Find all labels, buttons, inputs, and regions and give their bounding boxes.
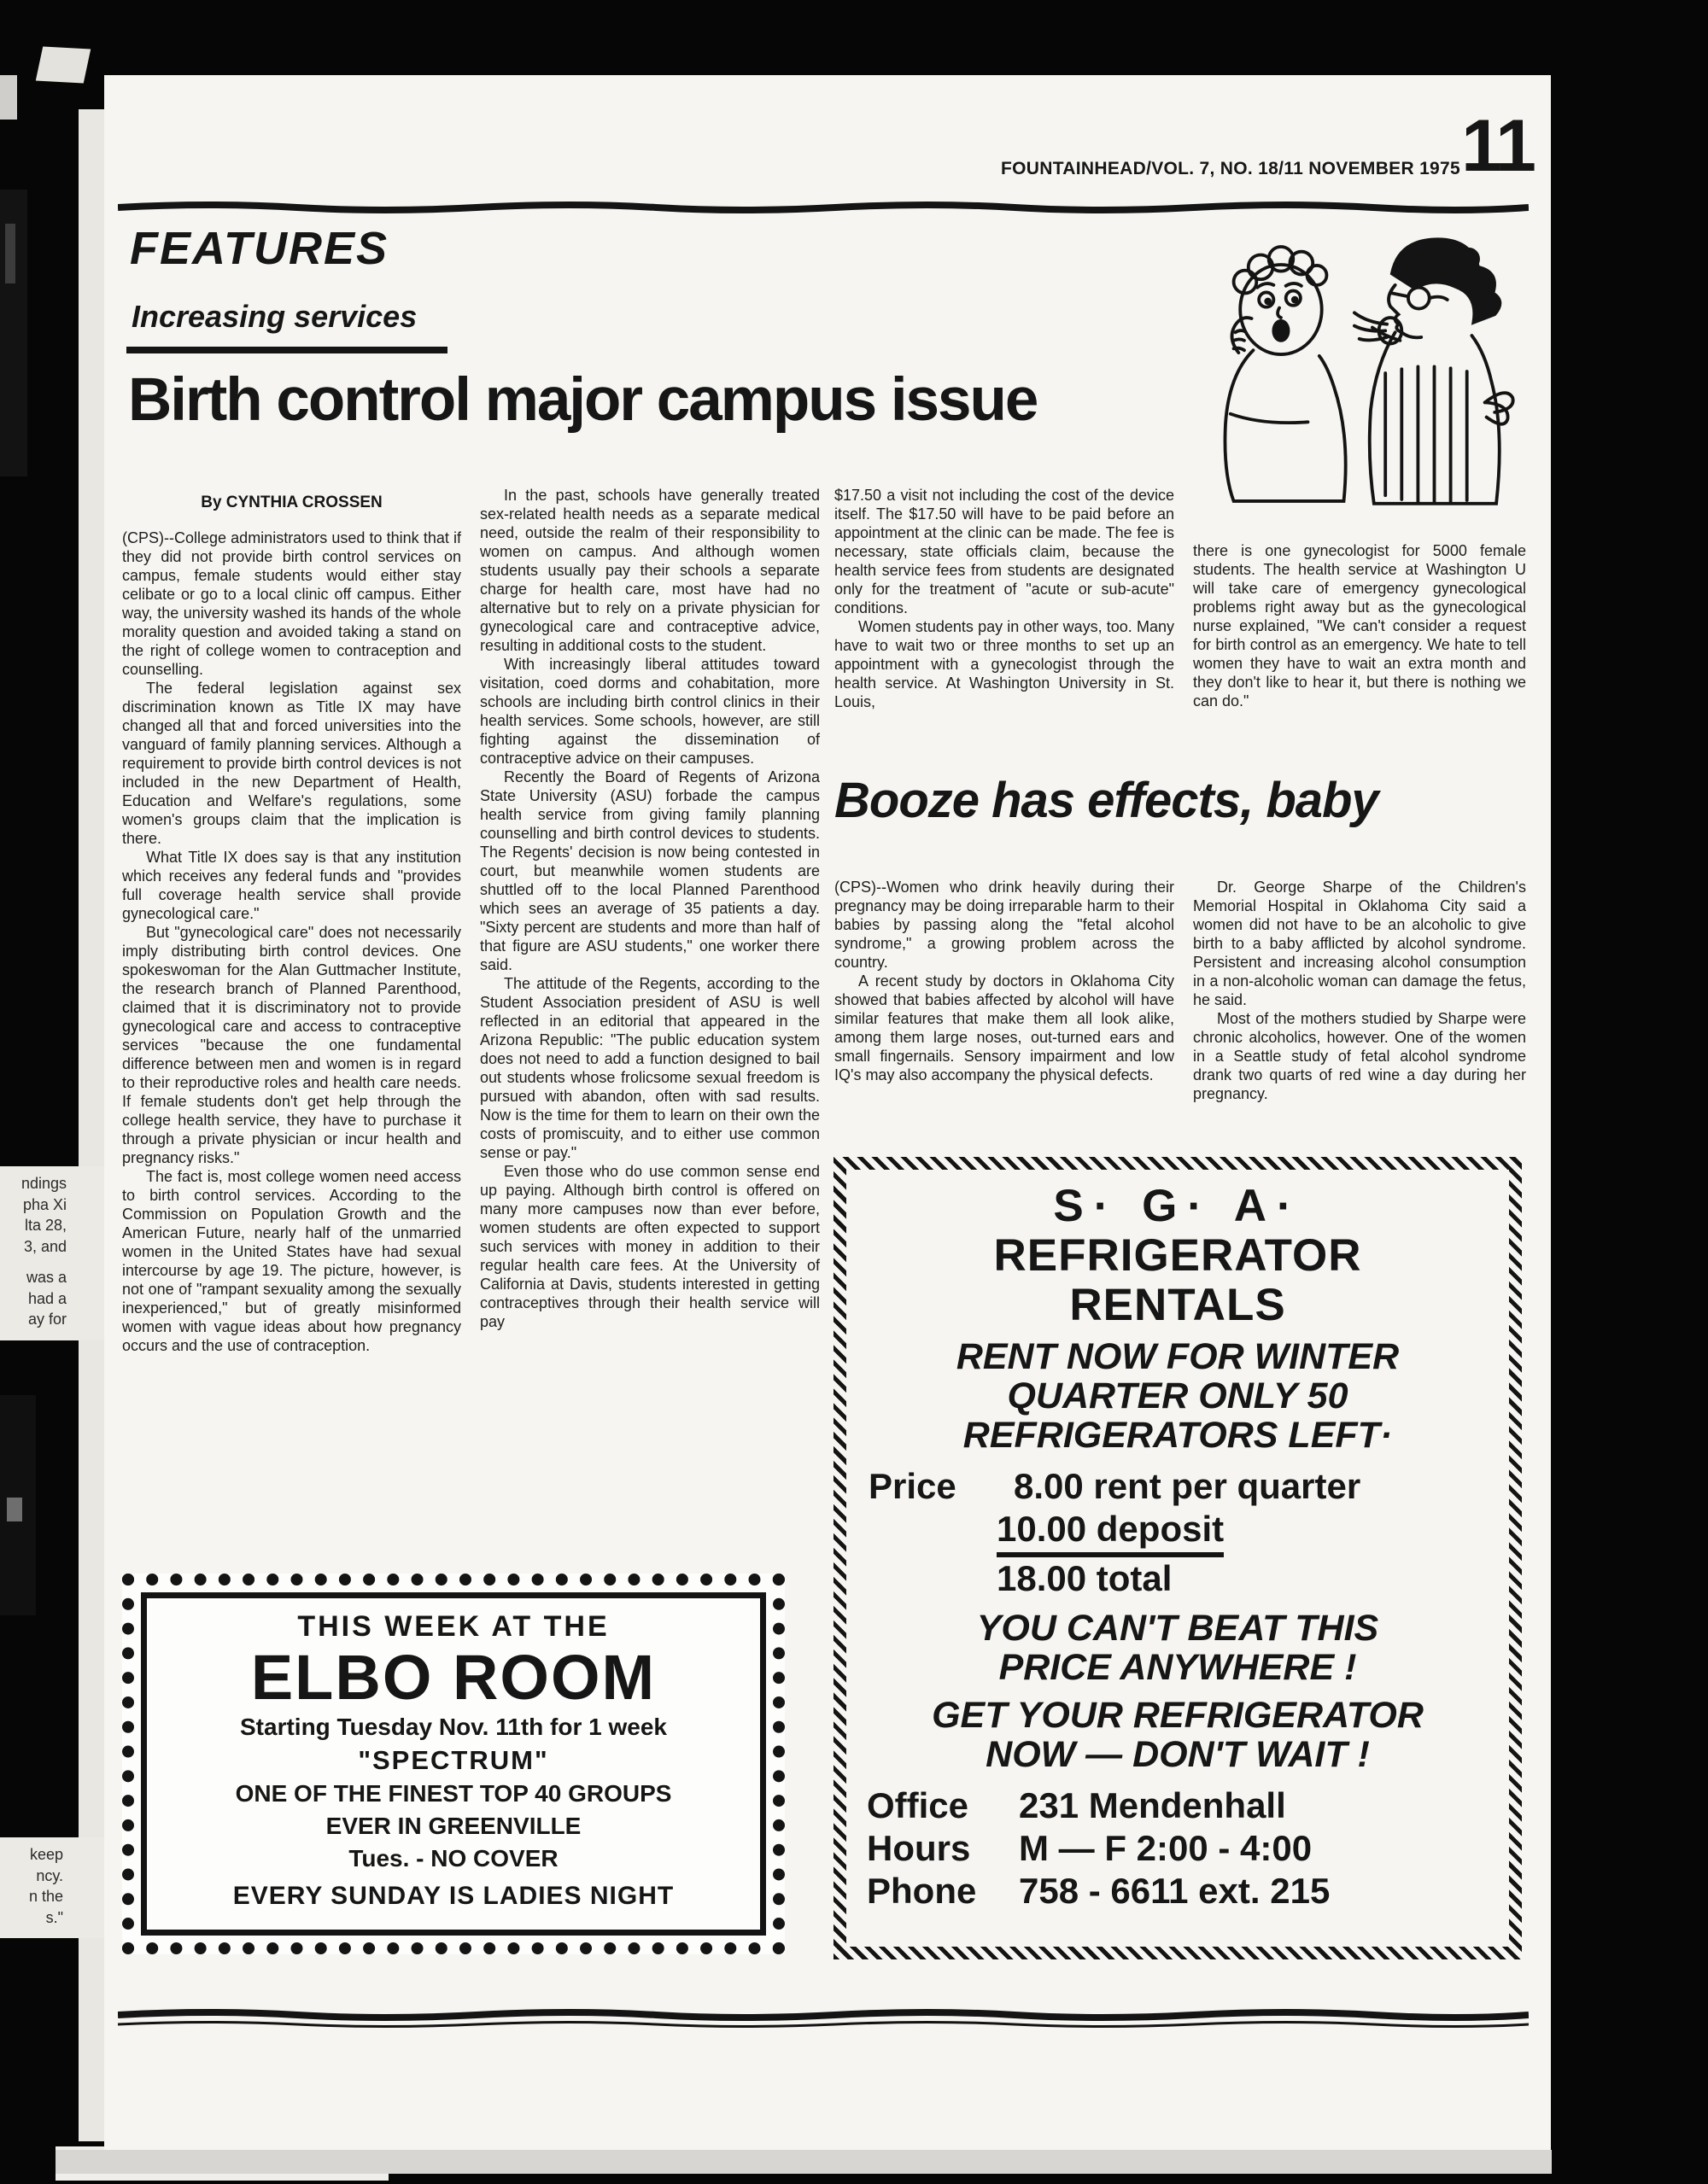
page-edge: [79, 109, 104, 2141]
article-headline: Birth control major campus issue: [128, 366, 1038, 434]
elbo-ad-content: [141, 1592, 766, 1936]
price-value: 8.00 rent per quarter: [1014, 1466, 1361, 1506]
booze-column-1: [834, 878, 1174, 1084]
phone-label: Phone: [867, 1871, 977, 1911]
ad-slogan-line: GET YOUR REFRIGERATOR: [932, 1695, 1424, 1736]
ad-contact-info: [863, 1784, 1492, 1912]
office-value: 231 Mendenhall: [1019, 1785, 1286, 1825]
article-column-2: [480, 486, 820, 1331]
ad-line: "SPECTRUM": [358, 1745, 549, 1775]
article-paragraph: With increasingly liberal attitudes toward visitation, coed dorms and cohabitation, more schools are including birth control clinics in their health services. Some schools, however, are still fighting against the dissemination of contraceptive advice on their campuses.: [480, 656, 820, 767]
kicker-underline: [126, 347, 447, 353]
gossip-cartoon-illustration: [1173, 210, 1532, 536]
article-paragraph: Dr. George Sharpe of the Children's Memorial Hospital in Oklahoma City said a women did not have to be an alcoholic to give birth to a baby afflicted by alcohol syndrome. Persistent and increasing alcohol consumption in a non-alcoholic woman can damage the fetus, he said.: [1193, 879, 1526, 1008]
fragment-line: was a: [26, 1269, 67, 1286]
article-paragraph: In the past, schools have generally treated sex-related health needs as a separate medical need, outside the realm of their responsibility to women on campus. And although women students usually pay their schools a separate charge for health care, most have had no alternative but to rely on a private physician for gynecological care and contraceptive advice, resulting in additional costs to the student.: [480, 487, 820, 654]
fragment-line: had a: [27, 1289, 67, 1307]
ad-pricing: [863, 1465, 1492, 1600]
ad-line: EVERY SUNDAY IS LADIES NIGHT: [232, 1882, 675, 1910]
article-column-4: [1193, 541, 1526, 710]
ad-slogan-line: YOU CAN'T BEAT THIS: [976, 1608, 1379, 1649]
adjacent-page-text-fragment: [0, 1166, 104, 1340]
ad-line: ONE OF THE FINEST TOP 40 GROUPS: [235, 1780, 672, 1807]
total-line: 18.00 total: [997, 1558, 1173, 1598]
fragment-line: n the: [28, 1888, 63, 1905]
adjacent-page-photo-fragment: [0, 1395, 36, 1615]
fragment-line: lta 28,: [24, 1217, 67, 1234]
article-paragraph: Women students pay in other ways, too. Many have to wait two or three months to set up an appointment with a gynecologist through the health service. At Washington University in St. Louis,: [834, 618, 1174, 710]
article-paragraph: Even those who do use common sense end up paying. Although birth control is offered on many more campuses now than ever before, women students are often expected to support such services with money in addition to their regular health care fees. At the University of California at Davis, students interested in getting contraceptives through their health service will pay: [480, 1163, 820, 1330]
sga-ad-content: [846, 1170, 1509, 1947]
adjacent-page-text-fragment: [0, 1837, 104, 1938]
article-paragraph: The federal legislation against sex discrimination known as Title IX may have changed all that and forced universities into the vanguard of family planning services. Although a requirement to provide birth control devices is not included in the new Department of Health, Education and Welfare's regulations, some women's groups claim that the implication is there.: [122, 680, 461, 847]
bottom-rule: [118, 2008, 1529, 2030]
elbo-room-ad: [122, 1574, 785, 1954]
ad-line: EVER IN GREENVILLE: [325, 1813, 582, 1839]
article-paragraph: there is one gynecologist for 5000 female students. The health service at Washington U will take care of emergency gynecological problems right away but as the gynecological nurse explained, "We can't consider a request for birth control as an emergency. We hate to tell women they have to wait an extra month and they don't like to hear it, but there is nothing we can do.": [1193, 542, 1526, 710]
fragment-line: ndings: [20, 1175, 67, 1192]
article-paragraph: A recent study by doctors in Oklahoma City showed that babies affected by alcohol will have similar features that make them all look alike, among them large noses, out-turned ears and small fingernails. Sensory impairment and low IQ's may also accompany the physical defects.: [834, 972, 1174, 1083]
ad-promo-line: RENT NOW FOR WINTER: [956, 1336, 1400, 1377]
paper-edge-fragment: [0, 75, 17, 120]
ad-line: THIS WEEK AT THE: [297, 1610, 610, 1643]
ad-slogan: [863, 1609, 1492, 1687]
ad-slogan-line: NOW — DON'T WAIT !: [986, 1734, 1370, 1775]
article-column-1: [122, 528, 461, 1355]
masthead: FOUNTAINHEAD/VOL. 7, NO. 18/11 NOVEMBER 1975: [1001, 159, 1460, 178]
article-paragraph: Recently the Board of Regents of Arizona State University (ASU) forbade the campus health service from giving family planning counselling and birth control devices to students. The Regents' decision is now being contested in court, but meanwhile women students are shuttled off to the local Planned Parenthood which sees an average of 35 patients a day. "Sixty percent are students and more than half of that figure are ASU students," one worker there said.: [480, 768, 820, 973]
article-paragraph: (CPS)--Women who drink heavily during their pregnancy may be doing irreparable harm to their babies by passing along the "fetal alcohol syndrome," a growing problem across the country.: [834, 879, 1174, 971]
office-label: Office: [867, 1785, 969, 1825]
article-paragraph: But "gynecological care" does not necessarily imply distributing birth control devices. One spokeswoman for the Alan Guttmacher Institute, the research branch of Planned Parenthood, claimed that it is discriminatory not to provide gynecological care and access to contraceptive services "because the one fundamental difference between men and women is in regard to their reproductive roles and health care needs. If female students don't get help through the college health service, they have to purchase it through a private physician or incur health and pregnancy risks.": [122, 924, 461, 1166]
byline: By CYNTHIA CROSSEN: [201, 493, 383, 511]
section-title: FEATURES: [130, 223, 389, 274]
ad-promo-line: REFRIGERATORS LEFT·: [962, 1415, 1393, 1456]
ad-title: S· G· A·: [1053, 1181, 1302, 1231]
adjacent-page-photo-fragment: [0, 190, 27, 476]
deposit-line: 10.00 deposit: [997, 1508, 1224, 1557]
sga-refrigerator-ad: [834, 1157, 1522, 1959]
article-paragraph: (CPS)--College administrators used to think that if they did not provide birth control services on campus, female students would either stay celibate or go to a local clinic off campus. Either way, the university washed its hands of the whole morality question and avoided taking a stand on the right of college women to contraception and counselling.: [122, 529, 461, 678]
ad-line: Tues. - NO COVER: [348, 1845, 559, 1872]
fragment-line: 3, and: [23, 1237, 67, 1255]
article-paragraph: The attitude of the Regents, according to the Student Association president of ASU is well reflected in an editorial that appeared in the Arizona Republic: "The public education system does not need to add a function designed to bail out students whose frolicsome sexual freedom is pursued with abandon, often with sad results. Now is the time for them to learn on their own the costs of promiscuity, and to either use common sense or pay.": [480, 975, 820, 1161]
paper-corner-fragment: [36, 47, 91, 84]
ad-promo: [863, 1337, 1492, 1455]
article-paragraph: Most of the mothers studied by Sharpe were chronic alcoholics, however. One of the women in a Seattle study of fetal alcohol syndrome drank two quarts of red wine a day during her pregnancy.: [1193, 1010, 1526, 1102]
ad-title: ELBO ROOM: [250, 1642, 657, 1713]
article-paragraph: What Title IX does say is that any institution which receives any federal funds and "provides full coverage health service shall provide gynecological care.": [122, 849, 461, 922]
kicker: Increasing services: [132, 299, 418, 334]
page-number: 11: [1461, 105, 1534, 187]
fragment-line: s.": [45, 1908, 63, 1926]
ad-title: REFRIGERATOR: [993, 1230, 1362, 1281]
fragment-line: ay for: [27, 1311, 67, 1328]
fragment-line: keep: [29, 1846, 63, 1863]
article-headline: Booze has effects, baby: [834, 773, 1378, 828]
booze-column-2: [1193, 878, 1526, 1103]
newspaper-page: [104, 75, 1551, 2150]
ad-slogan: [863, 1696, 1492, 1774]
ad-title: RENTALS: [1069, 1280, 1286, 1330]
article-column-3: [834, 486, 1174, 711]
hours-label: Hours: [867, 1828, 971, 1868]
article-paragraph: The fact is, most college women need access to birth control services. According to the Commission on Population Growth and the American Future, nearly half of the unmarried women in the United States have had sexual intercourse by age 19. The picture, however, is not one of "rampant sexuality among the sexually inexperienced," but of greatly misinformed women with vague ideas about how pregnancy occurs and the use of contraception.: [122, 1168, 461, 1354]
page-bottom-edge: [56, 2150, 1552, 2174]
ad-line: Starting Tuesday Nov. 11th for 1 week: [240, 1714, 667, 1740]
fragment-line: pha Xi: [22, 1195, 67, 1213]
hours-value: M — F 2:00 - 4:00: [1019, 1828, 1313, 1868]
ad-slogan-line: PRICE ANYWHERE !: [998, 1647, 1357, 1688]
article-paragraph: $17.50 a visit not including the cost of the device itself. The $17.50 will have to be paid before an appointment at the clinic can be made. The fee is necessary, state officials claim, because the health service fees from students are designated only for the treatment of "acute or sub-acute" conditions.: [834, 487, 1174, 616]
phone-value: 758 - 6611 ext. 215: [1019, 1871, 1331, 1911]
price-label: Price: [869, 1466, 956, 1506]
ad-promo-line: QUARTER ONLY 50: [1007, 1375, 1348, 1416]
fragment-line: ncy.: [36, 1866, 63, 1884]
